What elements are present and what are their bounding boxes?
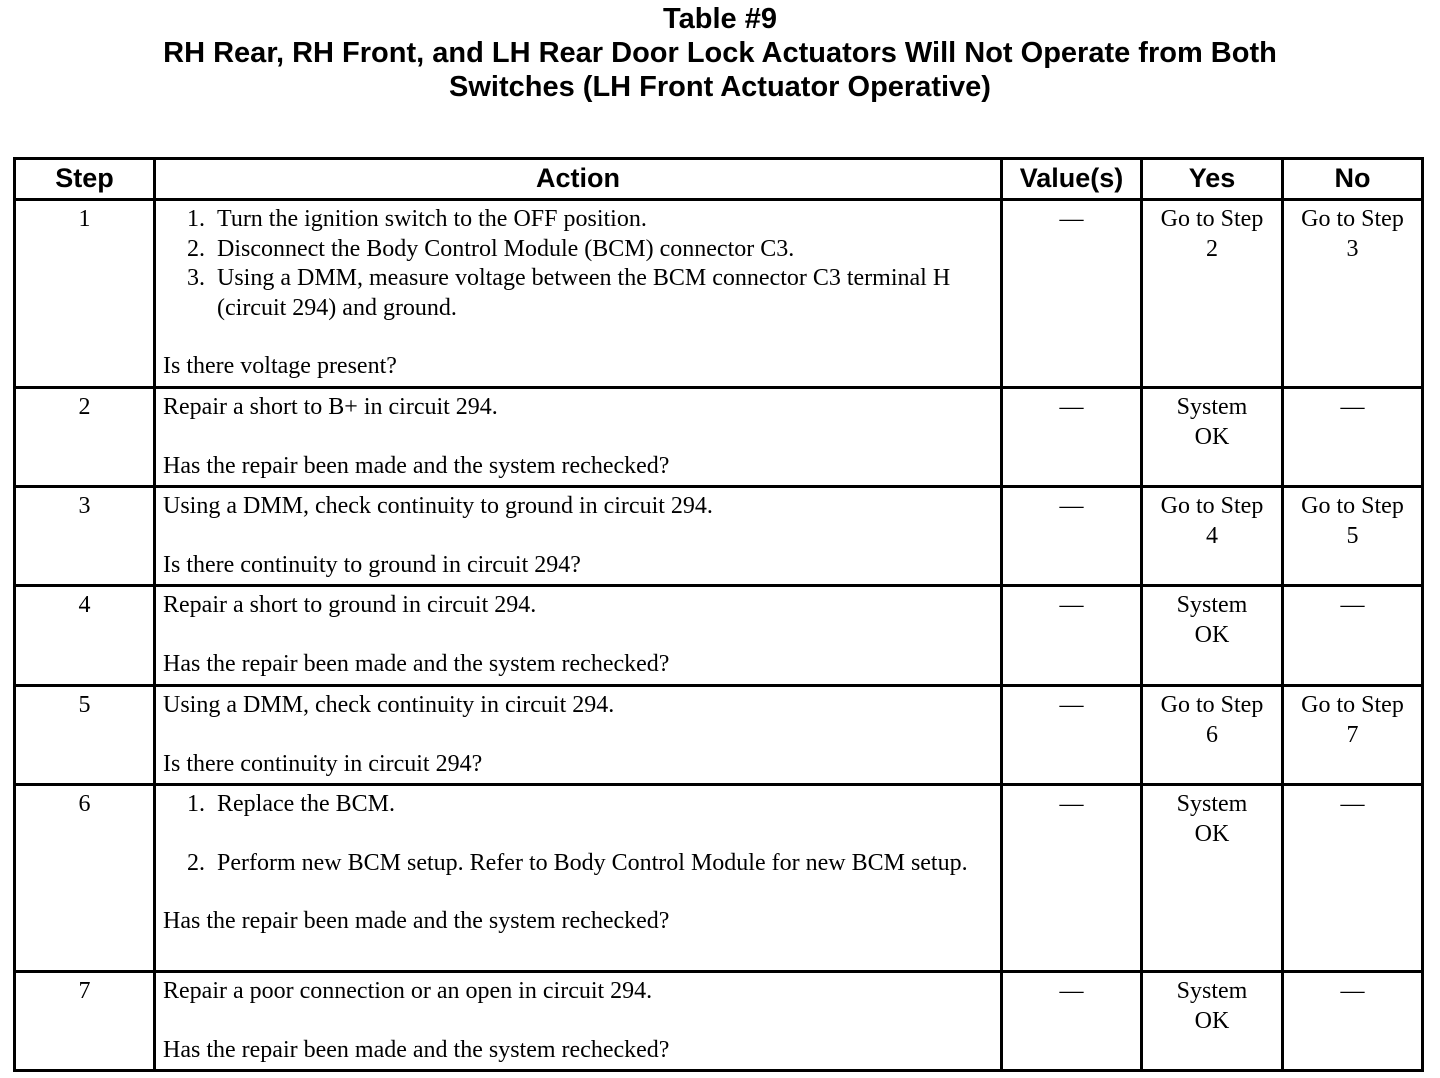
no-cell: Go to Step 5 [1283, 487, 1423, 586]
action-question: Has the repair been made and the system rechecked? [163, 908, 670, 934]
header-row [15, 159, 1423, 200]
action-question: Has the repair been made and the system rechecked? [163, 1036, 670, 1063]
action-step: 3. Using a DMM, measure voltage between the BCM connector C3 terminal H (circuit 294) and ground. [187, 265, 951, 321]
table-row [15, 200, 1423, 388]
action-question: Is there voltage present? [163, 353, 397, 379]
action-text: Repair a short to B+ in circuit 294. [163, 394, 498, 420]
action-cell [155, 388, 1002, 487]
action-steps [163, 205, 992, 323]
title-line-2: RH Rear, RH Front, and LH Rear Door Lock Actuators Will Not Operate from Both [163, 37, 1277, 69]
step-number: 3 [15, 487, 155, 586]
no-cell: Go to Step 3 [1283, 200, 1423, 388]
step-number: 5 [15, 686, 155, 785]
value-cell: — [1002, 487, 1142, 586]
action-text: Repair a poor connection or an open in circuit 294. [163, 978, 653, 1004]
value-cell: — [1002, 200, 1142, 388]
action-cell [155, 686, 1002, 785]
value-cell: — [1002, 388, 1142, 487]
table-row [15, 388, 1423, 487]
value-cell: — [1002, 785, 1142, 972]
yes-cell: Go to Step 2 [1142, 200, 1283, 388]
step-number: 7 [15, 972, 155, 1071]
action-cell [155, 200, 1002, 388]
action-text: Using a DMM, check continuity to ground in circuit 294. [163, 493, 713, 519]
no-cell: Go to Step 7 [1283, 686, 1423, 785]
table-title [0, 2, 1440, 104]
action-text: Repair a short to ground in circuit 294. [163, 592, 537, 618]
action-step: 1. Turn the ignition switch to the OFF position. [187, 206, 647, 232]
step-number: 2 [15, 388, 155, 487]
header-action: Action [155, 159, 1002, 200]
header-yes: Yes [1142, 159, 1283, 200]
table-row [15, 586, 1423, 686]
action-question: Has the repair been made and the system rechecked? [163, 650, 670, 677]
yes-cell: Go to Step 4 [1142, 487, 1283, 586]
action-step: 2. Perform new BCM setup. Refer to Body Control Module for new BCM setup. [187, 849, 968, 876]
yes-cell: System OK [1142, 388, 1283, 487]
no-cell: — [1283, 586, 1423, 686]
action-step: 1. Replace the BCM. [187, 791, 395, 817]
header-values: Value(s) [1002, 159, 1142, 200]
action-cell [155, 972, 1002, 1071]
no-cell: — [1283, 785, 1423, 972]
yes-cell: System OK [1142, 972, 1283, 1071]
table-row [15, 487, 1423, 586]
action-text: Using a DMM, check continuity in circuit 294. [163, 692, 615, 718]
action-question: Has the repair been made and the system rechecked? [163, 452, 670, 479]
step-number: 4 [15, 586, 155, 686]
title-line-1: Table #9 [663, 3, 777, 35]
no-cell: — [1283, 388, 1423, 487]
title-line-3: Switches (LH Front Actuator Operative) [449, 71, 991, 103]
no-cell: — [1283, 972, 1423, 1071]
header-no: No [1283, 159, 1423, 200]
action-steps [163, 790, 992, 878]
value-cell: — [1002, 586, 1142, 686]
yes-cell: Go to Step 6 [1142, 686, 1283, 785]
step-number: 1 [15, 200, 155, 388]
action-question: Is there continuity to ground in circuit 294? [163, 551, 581, 578]
table-row [15, 686, 1423, 785]
yes-cell: System OK [1142, 586, 1283, 686]
action-cell [155, 785, 1002, 972]
value-cell: — [1002, 686, 1142, 785]
list-spacer [187, 820, 992, 849]
step-number: 6 [15, 785, 155, 972]
header-step: Step [15, 159, 155, 200]
diagnostic-table [13, 157, 1424, 1072]
value-cell: — [1002, 972, 1142, 1071]
table-row [15, 972, 1423, 1071]
action-cell [155, 586, 1002, 686]
action-step: 2. Disconnect the Body Control Module (BCM) connector C3. [187, 235, 795, 262]
table-row [15, 785, 1423, 972]
action-cell [155, 487, 1002, 586]
yes-cell: System OK [1142, 785, 1283, 972]
action-question: Is there continuity in circuit 294? [163, 750, 483, 777]
